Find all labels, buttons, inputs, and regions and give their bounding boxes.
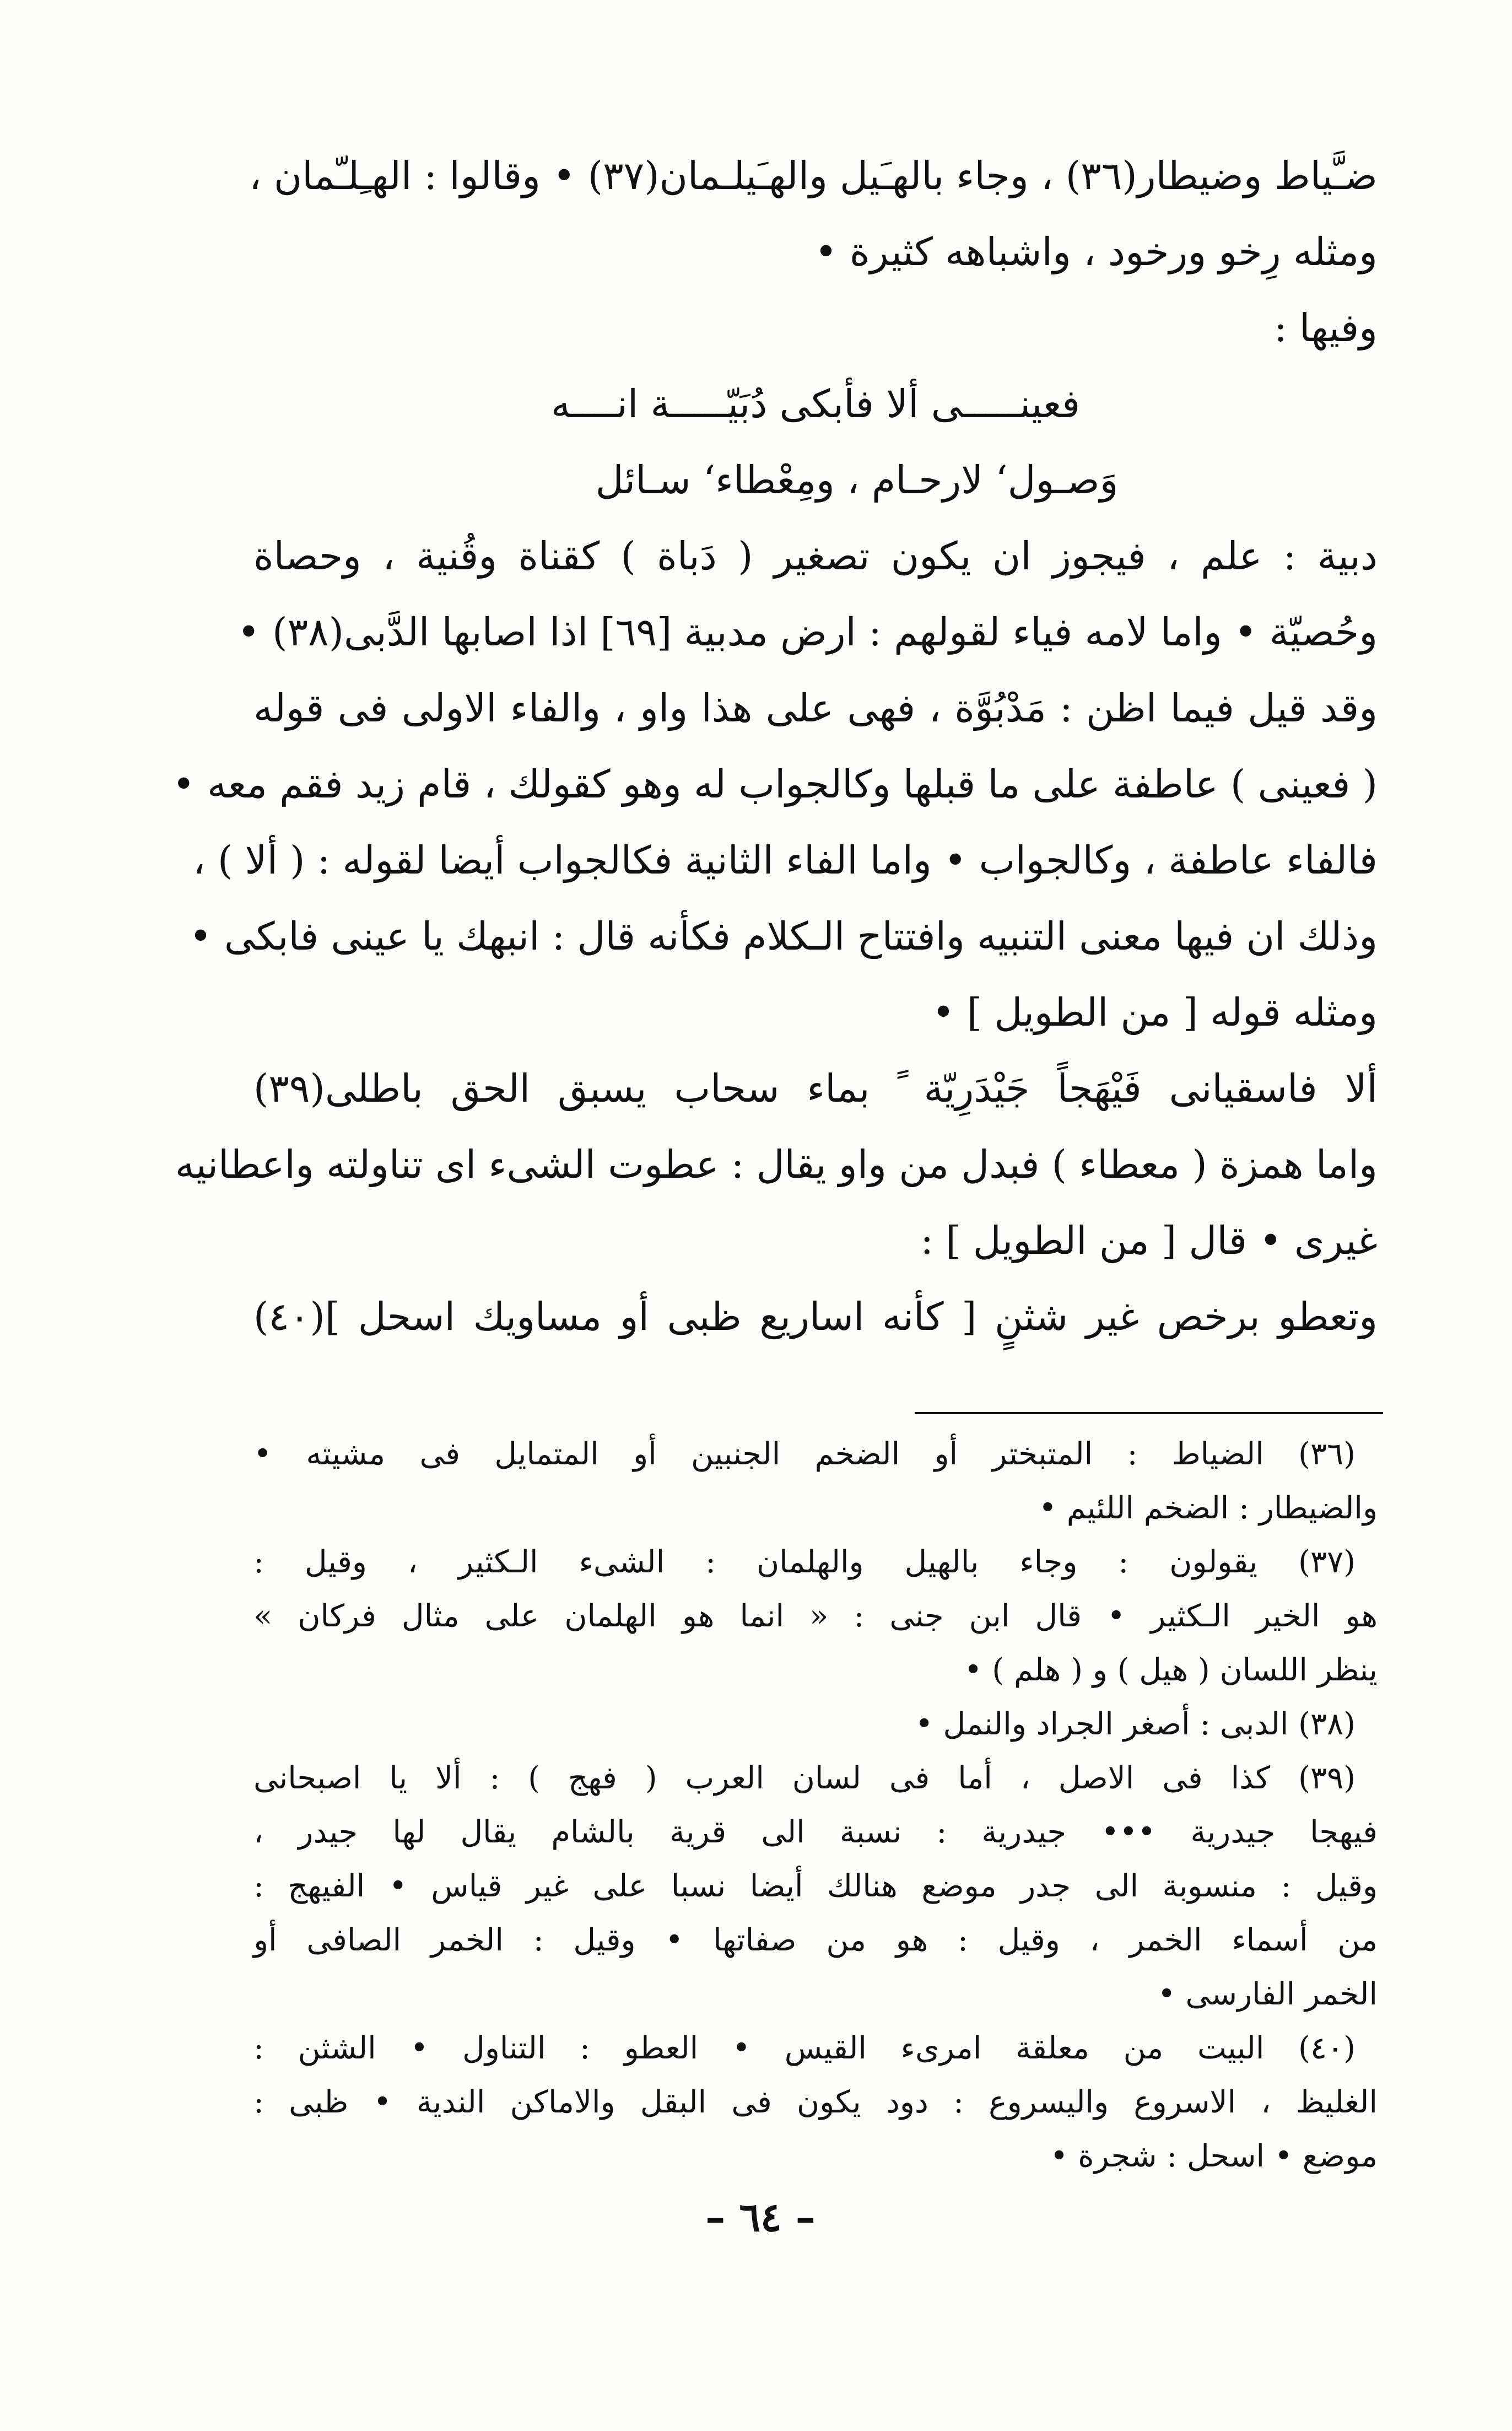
footnote-line: فيهجا جيدرية ••• جيدرية : نسبة الى قرية بالشام يقال لها جيدر ، xyxy=(253,1814,1378,1850)
text-line: غيرى • قال [ من الطويل ] : xyxy=(920,1218,1378,1263)
footnote-line: (٣٧) يقولون : وجاء بالهيل والهلمان : الشىء الـكثير ، وقيل : xyxy=(253,1544,1356,1580)
footnote-line: (٤٠) البيت من معلقة امرىء القيس • العطو : التناول • الشثن : xyxy=(253,2030,1356,2066)
footnote-separator xyxy=(915,1412,1383,1414)
text-line: فالفاء عاطفة ، وكالجواب • واما الفاء الثانية فكالجواب أيضا لقوله : ( ألا ) ، xyxy=(193,838,1378,883)
text-line: ( فعينى ) عاطفة على ما قبلها وكالجواب له وهو كقولك ، قام زيد فقم معه • xyxy=(172,762,1378,807)
footnote-line: الغليظ ، الاسروع واليسروع : دود يكون فى البقل والاماكن الندية • ظبى : xyxy=(253,2084,1378,2120)
text-line: واما همزة ( معطاء ) فبدل من واو يقال : عطوت الشىء اى تناولته واعطانيه xyxy=(175,1142,1378,1187)
footnote-line: وقيل : منسوبة الى جدر موضع هنالك أيضا نسبا على غير قياس • الفيهج : xyxy=(253,1868,1378,1904)
footnote-line: (٣٨) الدبى : أصغر الجراد والنمل • xyxy=(915,1706,1356,1742)
verse-line: فعينـــــى ألا فأبكى دُبَيّـــــة انــــه xyxy=(550,381,1081,427)
text-line: وذلك ان فيها معنى التنبيه وافتتاح الـكلام فكأنه قال : انبهك يا عينى فابكى • xyxy=(189,914,1378,959)
footnote-line: هو الخير الـكثير • قال ابن جنى : « انما هو الهلمان على مثال فركان » xyxy=(253,1598,1378,1634)
footnote-line: الخمر الفارسى • xyxy=(1157,1976,1378,2012)
verse-line: وتعطو برخص غير شثنٍ [ كأنه اساريع ظبى أو مساويك اسحل ](٤٠) xyxy=(253,1294,1378,1339)
text-line: وقد قيل فيما اظن : مَدْبُوَّة ، فهى على هذا واو ، والفاء الاولى فى قوله xyxy=(253,686,1378,731)
footnote-line: (٣٦) الضياط : المتبختر أو الضخم الجنبين أو المتمايل فى مشيته • xyxy=(253,1436,1356,1472)
text-line: ومثله رِخو ورخود ، واشباهه كثيرة • xyxy=(814,229,1378,274)
footnotes xyxy=(253,1427,1378,2184)
verse-line: وَصـول‘ لارحـام ، ومِعْطاء‘ سـائل xyxy=(595,457,1119,503)
text-line: ومثله قوله [ من الطويل ] • xyxy=(932,990,1378,1035)
verse-line: ألا فاسقيانى فَيْهَجاً جَيْدَرِيّة ً بماء سحاب يسبق الحق باطلى(٣٩) xyxy=(253,1066,1378,1111)
text-line: وحُصيّة • واما لامه فياء لقولهم : ارض مدبية [٦٩] اذا اصابها الدَّبى(٣٨) • xyxy=(237,610,1378,655)
text-line: دبية : علم ، فيجوز ان يكون تصغير ( دَباة ) كقناة وقُنية ، وحصاة xyxy=(253,533,1378,579)
footnote-line: (٣٩) كذا فى الاصل ، أما فى لسان العرب ( فهج ) : ألا يا اصبحانى xyxy=(253,1760,1356,1796)
footnote-line: والضيطار : الضخم اللئيم • xyxy=(1038,1490,1378,1526)
main-text xyxy=(172,138,1378,1355)
text-line: ضـَّياط وضيطار(٣٦) ، وجاء بالهـَيل والهـَيلـمان(٣٧) • وقالوا : الهـِلـّمان ، xyxy=(249,153,1378,198)
footnote-line: من أسماء الخمر ، وقيل : هو من صفاتها • وقيل : الخمر الصافى أو xyxy=(253,1922,1378,1958)
footnote-line: موضع • اسحل : شجرة • xyxy=(1050,2138,1378,2174)
text-line: وفيها : xyxy=(1274,305,1378,351)
page-number: – ٦٤ – xyxy=(705,2193,816,2240)
footnote-line: ينظر اللسان ( هيل ) و ( هلم ) • xyxy=(964,1652,1378,1688)
